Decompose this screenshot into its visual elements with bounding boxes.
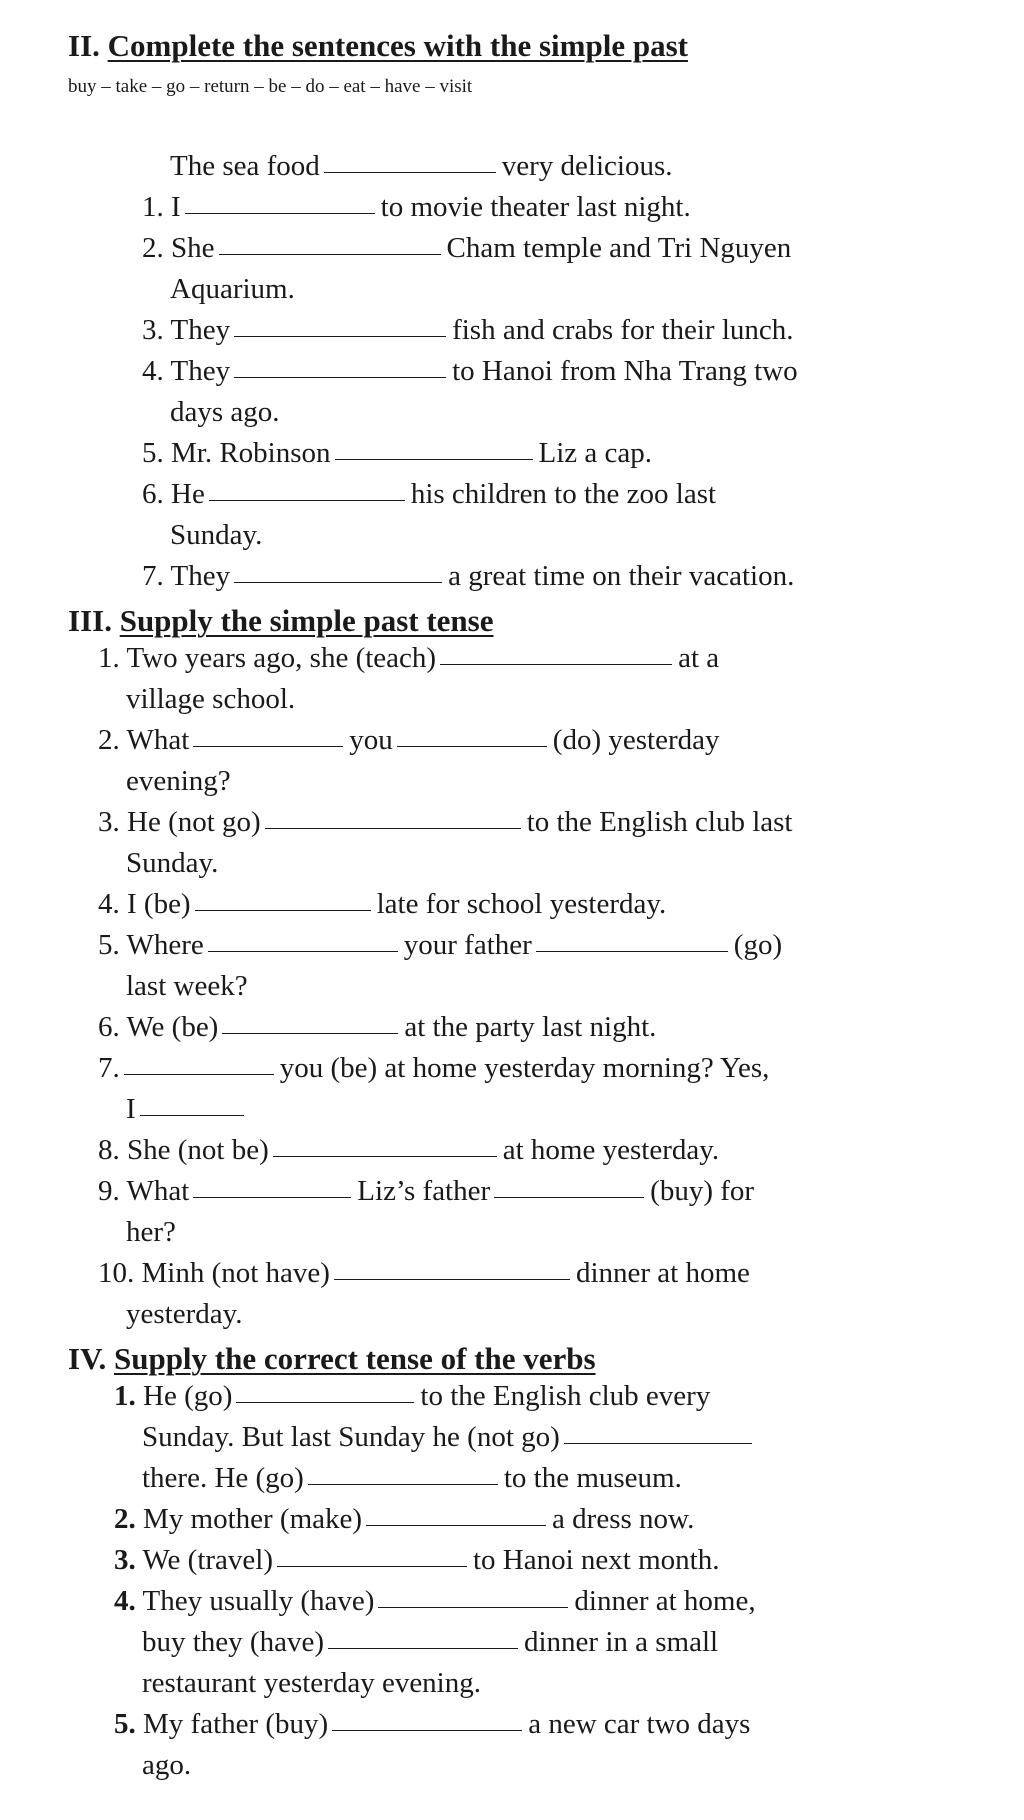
answer-blank[interactable] xyxy=(273,1156,497,1157)
example-sentence: The sea food very delicious. xyxy=(170,150,673,182)
answer-blank[interactable] xyxy=(494,1197,644,1198)
s2-item-4-continuation: days ago. xyxy=(170,396,280,428)
s4-item-1-line-2: Sunday. But last Sunday he (not go) xyxy=(142,1423,758,1452)
s3-item-5: 5. Where your father (go) xyxy=(98,929,783,961)
s3-item-9: 9. What Liz’s father (buy) for xyxy=(98,1175,755,1207)
s3-item-5-continuation: last week? xyxy=(126,970,248,1002)
section-2-title: Complete the sentences with the simple past xyxy=(107,28,688,63)
s2-item-2-continuation: Aquarium. xyxy=(170,273,295,305)
answer-blank[interactable] xyxy=(328,1648,518,1649)
s2-item-3: 3. They fish and crabs for their lunch. xyxy=(142,314,794,346)
answer-blank[interactable] xyxy=(334,1279,570,1280)
s2-item-5: 5. Mr. Robinson Liz a cap. xyxy=(142,437,653,469)
section-4-heading xyxy=(68,1341,596,1377)
s2-item-6-continuation: Sunday. xyxy=(170,519,263,551)
s4-item-1-line-3: there. He (go) to the museum. xyxy=(142,1462,682,1494)
answer-blank[interactable] xyxy=(536,951,728,952)
s3-item-10-continuation: yesterday. xyxy=(126,1298,243,1330)
word-bank: buy – take – go – return – be – do – eat – have – visit xyxy=(68,76,473,97)
s2-item-6: 6. He his children to the zoo last xyxy=(142,478,717,510)
answer-blank[interactable] xyxy=(222,1033,398,1034)
section-3-title: Supply the simple past tense xyxy=(119,603,494,638)
s4-item-4-line-3: restaurant yesterday evening. xyxy=(142,1667,481,1699)
s4-item-4-line-2: buy they (have) dinner in a small xyxy=(142,1626,719,1658)
answer-blank[interactable] xyxy=(564,1443,752,1444)
s3-item-1: 1. Two years ago, she (teach) at a xyxy=(98,642,720,674)
answer-blank[interactable] xyxy=(265,828,521,829)
s2-item-4: 4. They to Hanoi from Nha Trang two xyxy=(142,355,798,387)
section-4-number: IV. xyxy=(68,1341,107,1376)
answer-blank[interactable] xyxy=(378,1607,568,1608)
answer-blank[interactable] xyxy=(397,746,547,747)
answer-blank[interactable] xyxy=(234,582,442,583)
s2-item-1: 1. I to movie theater last night. xyxy=(142,191,691,223)
answer-blank[interactable] xyxy=(324,172,496,173)
answer-blank[interactable] xyxy=(308,1484,498,1485)
s2-item-7: 7. They a great time on their vacation. xyxy=(142,560,795,592)
s3-item-7: 7. you (be) at home yesterday morning? Yes, xyxy=(98,1052,770,1084)
answer-blank[interactable] xyxy=(366,1525,546,1526)
answer-blank[interactable] xyxy=(193,1197,351,1198)
s4-item-2: 2. My mother (make) a dress now. xyxy=(114,1503,695,1535)
answer-blank[interactable] xyxy=(140,1115,244,1116)
s3-item-1-continuation: village school. xyxy=(126,683,296,715)
s4-item-5: 5. My father (buy) a new car two days xyxy=(114,1708,751,1740)
s3-item-10: 10. Minh (not have) dinner at home xyxy=(98,1257,750,1289)
s3-item-3: 3. He (not go) to the English club last xyxy=(98,806,793,838)
s4-item-3: 3. We (travel) to Hanoi next month. xyxy=(114,1544,720,1576)
s4-item-4: 4. They usually (have) dinner at home, xyxy=(114,1585,756,1617)
answer-blank[interactable] xyxy=(277,1566,467,1567)
answer-blank[interactable] xyxy=(209,500,405,501)
s3-item-3-continuation: Sunday. xyxy=(126,847,219,879)
answer-blank[interactable] xyxy=(440,664,672,665)
section-2-number: II. xyxy=(68,28,100,63)
section-2-heading xyxy=(68,28,688,64)
s3-item-4: 4. I (be) late for school yesterday. xyxy=(98,888,667,920)
s2-item-2: 2. She Cham temple and Tri Nguyen xyxy=(142,232,792,264)
section-3-heading xyxy=(68,603,494,639)
answer-blank[interactable] xyxy=(193,746,343,747)
s4-item-1: 1. He (go) to the English club every xyxy=(114,1380,711,1412)
s3-item-8: 8. She (not be) at home yesterday. xyxy=(98,1134,720,1166)
answer-blank[interactable] xyxy=(234,336,446,337)
s3-item-2: 2. What you (do) yesterday xyxy=(98,724,720,756)
answer-blank[interactable] xyxy=(195,910,371,911)
s3-item-2-continuation: evening? xyxy=(126,765,231,797)
section-3-number: III. xyxy=(68,603,112,638)
answer-blank[interactable] xyxy=(124,1074,274,1075)
s4-item-5-line-2: ago. xyxy=(142,1749,192,1781)
answer-blank[interactable] xyxy=(219,254,441,255)
answer-blank[interactable] xyxy=(236,1402,414,1403)
answer-blank[interactable] xyxy=(185,213,375,214)
s3-item-6: 6. We (be) at the party last night. xyxy=(98,1011,657,1043)
answer-blank[interactable] xyxy=(335,459,533,460)
answer-blank[interactable] xyxy=(208,951,398,952)
s3-item-9-continuation: her? xyxy=(126,1216,176,1248)
answer-blank[interactable] xyxy=(234,377,446,378)
section-4-title: Supply the correct tense of the verbs xyxy=(113,1341,596,1376)
s3-item-7-continuation: I xyxy=(126,1095,250,1124)
answer-blank[interactable] xyxy=(332,1730,522,1731)
